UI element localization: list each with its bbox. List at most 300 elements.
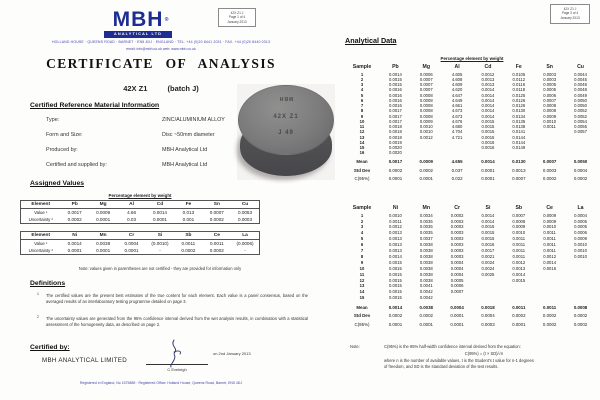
table-cell: 0.0009 xyxy=(512,224,526,230)
table-cell: 0.0011 xyxy=(543,236,556,242)
certification-date: on 2nd January 2013 xyxy=(213,351,251,356)
table-cell: 3 xyxy=(360,82,364,88)
table-cell: 0.0042 xyxy=(419,295,433,301)
table-cell: 1 xyxy=(360,71,364,77)
table-cell: 9 xyxy=(360,259,364,265)
table-cell: Sb xyxy=(515,205,523,211)
table-cell: 0.0050 xyxy=(574,103,587,109)
table-cell: 0.0009 xyxy=(96,210,111,215)
table-row xyxy=(21,216,260,224)
table-cell: 0.0144 xyxy=(512,134,526,140)
table-cell: 0.0009 xyxy=(419,118,433,124)
table-cell: 4.676 xyxy=(451,118,463,124)
table-cell: 0.0013 xyxy=(481,76,495,82)
analytical-data-heading: Analytical Data xyxy=(345,36,397,45)
table-cell: 0.0018 xyxy=(389,129,402,135)
version-box-page1 xyxy=(218,8,256,27)
table-cell: 0.0024 xyxy=(481,265,495,271)
table-cell: 0.0014 xyxy=(481,212,495,218)
crm-info-heading: Certified Reference Material Information xyxy=(30,102,160,109)
table-cell: 0.0016 xyxy=(481,145,495,151)
table-cell: 0.0013 xyxy=(481,82,495,88)
table-cell: 0.0035 xyxy=(419,230,433,236)
table-cell: 0.0006 xyxy=(419,71,433,77)
table-cell: 0.0011 xyxy=(389,218,402,224)
version-box-page3 xyxy=(550,4,590,24)
table-summary-row xyxy=(344,156,596,165)
table-cell: 0.0003 xyxy=(450,218,464,224)
table-cell: 0.0038 xyxy=(419,259,433,265)
table-cell: 0.0015 xyxy=(389,295,402,301)
table-summary-row xyxy=(344,310,596,319)
table-cell: 0.0016 xyxy=(481,242,495,248)
table-cell: 0.0138 xyxy=(512,124,526,130)
table-cell: 0.0013 xyxy=(389,248,402,254)
table-cell: 7 xyxy=(360,103,364,109)
table-cell: 6 xyxy=(360,242,364,248)
table-cell: 0.0003 xyxy=(543,71,557,77)
table-cell: Cr xyxy=(117,232,145,240)
table-cell: Uncertainty ² xyxy=(28,217,53,222)
table-header-row xyxy=(21,232,260,240)
table-cell: 0.0141 xyxy=(512,129,526,135)
table-cell: 0.0014 xyxy=(543,259,557,265)
table-cell: 0.0003 xyxy=(543,76,557,82)
table-row xyxy=(21,240,260,248)
table-cell: 0.0001 xyxy=(450,321,464,327)
table-cell: 0.0011 xyxy=(543,304,557,310)
table-cell: 0.0011 xyxy=(512,253,526,259)
disc-stamp-code: 42X Z1 xyxy=(273,114,299,120)
mbh-logo-text: MBH ® xyxy=(112,8,170,31)
table-cell: 0.0008 xyxy=(543,103,557,109)
table-cell: 0.0012 xyxy=(419,134,433,140)
table-cell: 0.0002 xyxy=(512,313,526,319)
version-date: January 2013 xyxy=(560,15,580,20)
table-cell: 0.0105 xyxy=(512,71,526,77)
table-cell: 0.001 xyxy=(182,217,195,222)
table-cell: 0.0010 xyxy=(574,248,587,254)
table-cell: 0.0008 xyxy=(419,103,433,109)
definitions-heading: Definitions xyxy=(30,280,66,287)
table-cell: 0.0042 xyxy=(419,289,433,295)
table-cell: 0.0010 xyxy=(574,242,587,248)
table-cell: 0.0001 xyxy=(96,217,111,222)
table-cell: 0.0050 xyxy=(574,97,587,103)
table-cell: 0.0005 xyxy=(574,218,587,224)
table-cell: 0.0011 xyxy=(543,124,556,130)
table-cell: 0.0015 xyxy=(481,134,495,140)
table-cell: 0.0015 xyxy=(389,277,402,283)
table-cell: 13 xyxy=(359,134,365,140)
table-cell: 0.0007 xyxy=(419,87,433,93)
table-cell: Cr xyxy=(454,205,460,211)
table-cell: 0.0004 xyxy=(573,167,588,173)
table-cell: 5 xyxy=(360,92,364,98)
table-cell: 0.0014 xyxy=(67,241,82,246)
table-cell: 0.0009 xyxy=(543,218,557,224)
table-cell: Sample xyxy=(352,205,372,211)
disc-top-face xyxy=(238,85,334,155)
table-cell: (0.0010) xyxy=(151,241,169,246)
table-cell: 4.673 xyxy=(451,108,463,114)
table-cell: 0.0135 xyxy=(512,118,526,124)
table-cell: 0.0041 xyxy=(419,283,433,289)
table-cell: 0.0001 xyxy=(450,313,464,319)
table-cell: 4.66 xyxy=(127,210,137,215)
table-cell: 0.0003 xyxy=(450,242,464,248)
table-cell: 8 xyxy=(360,108,364,114)
certified-by-heading: Certified by: xyxy=(30,344,70,351)
table-cell: 0.0016 xyxy=(389,87,402,93)
table-cell: 0.0010 xyxy=(389,212,402,218)
table-cell: 0.0014 xyxy=(152,210,167,215)
table-cell: 0.0007 xyxy=(419,76,433,82)
table-cell: 0.0001 xyxy=(388,321,403,327)
table-cell: Al xyxy=(454,64,460,70)
table-cell: 0.0007 xyxy=(512,176,526,182)
table-cell: 0.0002 xyxy=(450,212,464,218)
table-cell: 0.0015 xyxy=(481,236,495,242)
table-cell: 0.0014 xyxy=(512,271,526,277)
table-cell: La xyxy=(577,205,584,211)
note-label: Note: xyxy=(350,344,360,349)
table-cell: 0.0134 xyxy=(512,113,526,119)
table-cell: 5 xyxy=(360,236,364,242)
table-cell: 0.0002 xyxy=(67,217,82,222)
table-cell: 0.0144 xyxy=(512,139,526,145)
table-cell: 0.0015 xyxy=(389,283,402,289)
table-cell: 4.661 xyxy=(451,103,463,109)
table-cell: 2 xyxy=(360,218,364,224)
table-cell: 0.0014 xyxy=(388,304,403,310)
table-cell: Cu xyxy=(231,201,259,209)
note-equation: C(95%) = (t × SD)/√n xyxy=(464,351,504,356)
table-cell: 0.0015 xyxy=(481,118,495,124)
table-cell: 14 xyxy=(359,289,365,295)
table-cell: 0.0014 xyxy=(481,97,495,103)
table-cell: 0.0012 xyxy=(512,259,526,265)
table-cell: Mean xyxy=(356,304,368,310)
table-cell: 0.0149 xyxy=(512,145,526,151)
table-cell: 0.0010 xyxy=(512,230,526,236)
table-cell: Value ¹ xyxy=(34,241,48,246)
table-row xyxy=(21,209,260,217)
table-cell: 0.0116 xyxy=(512,82,526,88)
analytical-table-1 xyxy=(344,64,596,181)
table-cell: 0.0017 xyxy=(388,159,403,165)
table-cell: (0.0006) xyxy=(236,241,254,246)
table-cell: 0.0001 xyxy=(124,248,139,253)
table-cell: 0.0001 xyxy=(152,217,167,222)
table-cell: 0.0053 xyxy=(237,210,253,215)
registered-trademark-icon: ® xyxy=(164,17,170,23)
table-cell: 0.0126 xyxy=(512,103,526,109)
table-cell: 0.0118 xyxy=(512,87,526,93)
table-cell: Fe xyxy=(174,201,202,209)
table-cell: 0.0015 xyxy=(481,124,495,130)
table-cell: 0.0014 xyxy=(481,113,495,119)
table-cell: 11 xyxy=(359,271,365,277)
table-cell: 0.0014 xyxy=(481,103,495,109)
table-cell: - xyxy=(159,248,161,253)
batch-label: (batch J) xyxy=(167,84,199,93)
table-cell: 0.0011 xyxy=(543,242,556,248)
table-cell: 9 xyxy=(360,113,364,119)
mbh-logo-subtitle: ANALYTICAL LTD xyxy=(104,31,172,38)
table-cell: Pb xyxy=(392,64,399,70)
table-cell: 0.0050 xyxy=(573,159,588,165)
table-cell: Cd xyxy=(146,201,174,209)
table-cell: 4.655 xyxy=(451,159,463,165)
table-cell: Si xyxy=(485,205,491,211)
table-cell: 6 xyxy=(360,97,364,103)
version-page: Page 3 of 4 xyxy=(561,11,579,16)
table-cell: 0.0012 xyxy=(389,224,402,230)
table-cell: 0.0048 xyxy=(574,87,587,93)
table-cell: 0.022 xyxy=(451,176,463,182)
table-cell: Cu xyxy=(577,64,584,70)
table-cell: 0.0003 xyxy=(450,236,464,242)
table-cell: 0.0017 xyxy=(389,113,402,119)
note-line-4: of freedom, and SD is the standard deviation of the test results. xyxy=(384,364,499,369)
table-cell: Mg xyxy=(89,201,117,209)
table-cell: 0.0004 xyxy=(124,241,139,246)
table-cell: 0.0008 xyxy=(512,218,526,224)
table-cell: 16 xyxy=(359,150,365,156)
table-cell: 7 xyxy=(360,248,364,254)
table-cell: 0.0034 xyxy=(419,212,433,218)
table-cell: Sample xyxy=(352,64,372,70)
table-cell: Ce xyxy=(546,205,553,211)
table-cell: 0.0017 xyxy=(389,108,402,114)
table-cell: 0.0011 xyxy=(543,230,556,236)
table-cell: Mean xyxy=(356,159,368,165)
table-cell: 0.0006 xyxy=(574,230,587,236)
disc-stamp-batch: J 49 xyxy=(278,130,294,136)
table-cell: 0.0008 xyxy=(419,92,433,98)
table-cell: 0.0055 xyxy=(574,124,587,130)
signature-icon xyxy=(158,338,192,368)
disc-stamp-mbh: MBH xyxy=(278,95,294,101)
table-row xyxy=(21,247,260,255)
table-cell: 0.0013 xyxy=(512,167,526,173)
table-cell: 0.0011 xyxy=(512,248,526,254)
table-cell: 0.0014 xyxy=(389,253,402,259)
table-cell: 0.0018 xyxy=(481,304,495,310)
certifying-company: MBH ANALYTICAL LIMITED xyxy=(42,357,127,364)
sample-disc-photo xyxy=(237,84,335,180)
table-cell: 0.0001 xyxy=(419,321,433,327)
table-cell: 1 xyxy=(360,212,364,218)
table-cell: 10 xyxy=(359,265,365,271)
table-cell: 0.0005 xyxy=(450,277,464,283)
table-cell: 0.0014 xyxy=(481,108,495,114)
table-cell: 0.0021 xyxy=(481,253,495,259)
version-product: 42X Z1 J xyxy=(230,10,244,15)
table-cell: 4.704 xyxy=(451,129,463,135)
table-cell: C(95%) xyxy=(354,321,370,327)
table-cell: 0.0038 xyxy=(419,271,433,277)
table-cell: 0.0002 xyxy=(573,176,588,182)
table-cell: 0.0015 xyxy=(389,265,402,271)
table-cell: 0.0052 xyxy=(574,108,587,114)
note-line-1: C(95%) is the 95% half-width confidence interval derived from the equation: xyxy=(384,344,521,349)
table-cell: Std Dev xyxy=(353,167,371,173)
table-cell: C(95%) xyxy=(354,176,370,182)
table-cell: 0.0002 xyxy=(388,313,403,319)
table-cell: 0.0017 xyxy=(481,248,495,254)
table-cell: 0.0002 xyxy=(419,167,433,173)
table-cell: 0.0002 xyxy=(419,313,433,319)
table-cell: 0.0002 xyxy=(542,321,557,327)
table-header-row xyxy=(344,64,596,72)
table-cell: 8 xyxy=(360,253,364,259)
table-cell: 0.0038 xyxy=(419,304,433,310)
table-cell: 0.0008 xyxy=(419,108,433,114)
table-cell: 0.0015 xyxy=(389,289,402,295)
table-cell: Value ¹ xyxy=(34,210,48,215)
table-cell: 2 xyxy=(360,76,364,82)
table-cell: Mn xyxy=(422,205,431,211)
table-cell: 0.0014 xyxy=(481,87,495,93)
table-cell: 0.0057 xyxy=(574,129,587,135)
table-cell: 0.0003 xyxy=(450,248,464,254)
analytical-data-page xyxy=(336,0,600,400)
table-cell: 0.0020 xyxy=(389,150,402,156)
table-cell: Cd xyxy=(484,64,492,70)
table-cell: 0.0002 xyxy=(542,176,557,182)
table-cell: Element xyxy=(21,232,61,240)
document-title: CERTIFICATE OF ANALYSIS xyxy=(46,56,276,71)
note-line-3: where n is the number of available values, t is the Student's t value for n-1 degrees xyxy=(384,358,534,363)
table-cell: 0.0001 xyxy=(481,176,495,182)
table-cell: 0.0010 xyxy=(419,129,433,135)
table-cell: 4.721 xyxy=(451,134,463,140)
table-cell: 0.0013 xyxy=(389,242,402,248)
table-cell: 0.0015 xyxy=(389,271,402,277)
assigned-values-table-1 xyxy=(20,200,260,224)
table-cell: 0.0011 xyxy=(512,236,526,242)
table-cell: 12 xyxy=(359,129,365,135)
table-cell: 0.0046 xyxy=(574,82,587,88)
table-cell: 0.0020 xyxy=(389,145,402,151)
table-header-row xyxy=(21,201,260,209)
table-cell: 0.0001 xyxy=(512,321,526,327)
table-cell: 0.0016 xyxy=(389,92,402,98)
table-cell: 0.0010 xyxy=(419,124,433,130)
table-cell: 0.0001 xyxy=(419,176,433,182)
table-cell: 0.0044 xyxy=(574,71,587,77)
table-cell: 0.0005 xyxy=(543,82,557,88)
table-cell: 15 xyxy=(359,295,365,301)
table-cell: 14 xyxy=(359,139,365,145)
table-cell: Sn xyxy=(203,201,231,209)
table-cell: 0.0014 xyxy=(481,92,495,98)
table-cell: Ni xyxy=(392,205,399,211)
table-cell: 0.0008 xyxy=(419,113,433,119)
table-cell: 0.0013 xyxy=(512,265,526,271)
table-cell: 0.0011 xyxy=(181,241,196,246)
table-cell: Fe xyxy=(515,64,522,70)
table-cell: 10 xyxy=(359,118,365,124)
table-cell: 0.0002 xyxy=(388,167,403,173)
table-cell: 0.0017 xyxy=(67,210,82,215)
table-cell: 0.0002 xyxy=(542,313,557,319)
definition-2: 2 The uncertainty values are generated from the 95% confidence interval derived from the wet analysis results, in combination with a statistical assessment of the homogeneity data, as described on page 2. xyxy=(37,315,308,328)
table-cell: 0.0024 xyxy=(481,259,495,265)
version-page: Page 1 of 4 xyxy=(228,15,246,20)
table-cell: 0.03 xyxy=(127,217,137,222)
table-cell: 0.0003 xyxy=(450,230,464,236)
table-cell: 4.620 xyxy=(451,87,463,93)
product-code: 42X Z1 xyxy=(123,84,148,93)
table-cell: 0.0013 xyxy=(389,236,402,242)
table-cell: 0.0007 xyxy=(419,82,433,88)
table-cell: 0.0003 xyxy=(450,253,464,259)
table-cell: Mg xyxy=(422,64,431,70)
table-cell: 0.0130 xyxy=(512,108,526,114)
pct-element-label-page3: Percentage element by weight xyxy=(440,56,504,61)
table-cell: 0.0009 xyxy=(574,236,587,242)
table-cell: 0.0038 xyxy=(419,248,433,254)
table-cell: 0.0025 xyxy=(481,271,495,277)
table-header-row xyxy=(344,205,596,213)
parentheses-note: Note: values given in parentheses are not certified - they are provided for information only xyxy=(78,266,242,271)
table-cell: 0.0038 xyxy=(419,277,433,283)
table-cell: Ce xyxy=(203,232,231,240)
table-cell: 0.0013 xyxy=(389,230,402,236)
table-cell: 0.0015 xyxy=(512,277,526,283)
table-cell: 15 xyxy=(359,145,365,151)
table-cell: 0.0008 xyxy=(573,304,588,310)
table-cell: 4.605 xyxy=(451,71,463,77)
table-cell: 13 xyxy=(359,283,365,289)
table-cell: 0.0003 xyxy=(481,321,495,327)
letterhead-contact: email: info@mbh.co.uk web: www.mbh.co.uk xyxy=(126,47,196,51)
table-cell: 0.0126 xyxy=(512,97,526,103)
table-cell: 0.0038 xyxy=(96,241,111,246)
table-cell: 0.0012 xyxy=(481,71,495,77)
table-cell: 0.0038 xyxy=(419,253,433,259)
table-cell: 0.0006 xyxy=(450,283,464,289)
version-date: January 2013 xyxy=(227,19,247,24)
table-summary-row xyxy=(344,301,596,310)
table-cell: 0.0003 xyxy=(450,224,464,230)
letterhead-address: HOLLAND HOUSE · QUEENS ROAD · BARNET · EN5 4DJ · ENGLAND · TEL. +44 (0)20 8441 2031 · FAX. +44 (0)20 8440 0313 xyxy=(51,40,271,44)
table-summary-row xyxy=(344,318,596,327)
table-cell: 0.013 xyxy=(182,210,195,215)
table-cell: 0.0007 xyxy=(450,289,464,295)
table-cell: 0.0008 xyxy=(543,108,557,114)
table-cell: 0.0007 xyxy=(542,159,557,165)
table-cell: 0.0007 xyxy=(512,212,526,218)
table-cell: 3 xyxy=(360,224,364,230)
table-cell: Element xyxy=(21,201,61,209)
table-cell: 0.0009 xyxy=(419,159,433,165)
table-cell: 0.0014 xyxy=(481,159,495,165)
table-cell: 0.0035 xyxy=(419,224,433,230)
table-cell: 0.0011 xyxy=(543,248,556,254)
table-cell: 0.0052 xyxy=(574,113,587,119)
table-cell: 0.0001 xyxy=(96,248,111,253)
table-cell: 0.0004 xyxy=(481,313,495,319)
table-cell: 0.0016 xyxy=(389,97,402,103)
table-cell: 0.0019 xyxy=(389,139,402,145)
table-cell: 0.0007 xyxy=(209,210,224,215)
table-cell: 4.673 xyxy=(451,113,463,119)
table-cell: 0.0010 xyxy=(543,118,557,124)
